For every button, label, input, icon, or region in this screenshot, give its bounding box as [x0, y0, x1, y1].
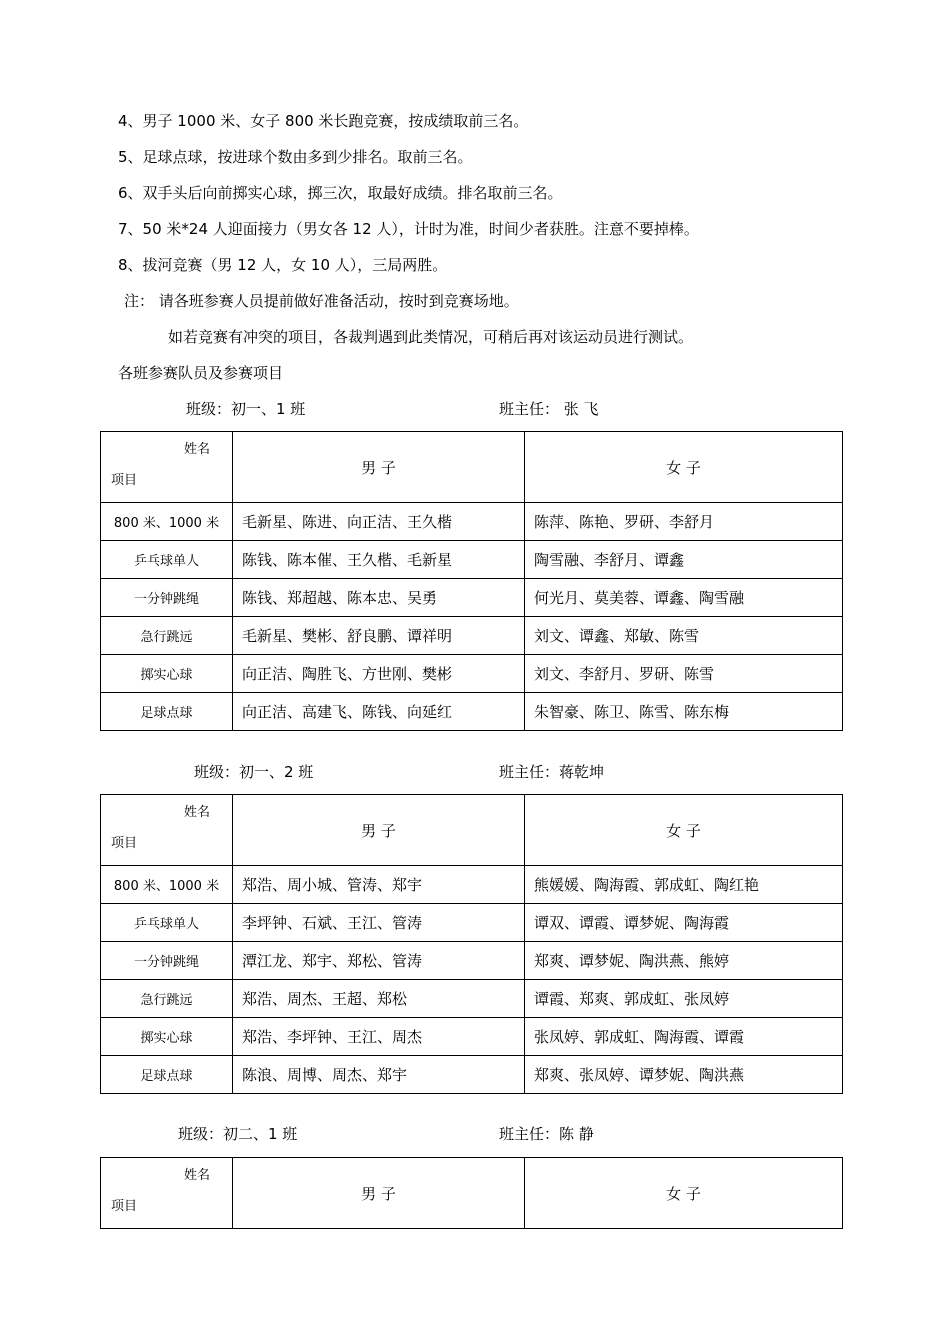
male-names-cell: 毛新星、陈进、向正洁、王久楷 [233, 503, 525, 541]
male-names-cell: 郑浩、周杰、王超、郑松 [233, 980, 525, 1018]
female-names-cell: 郑爽、张凤婷、谭梦妮、陶洪燕 [525, 1056, 843, 1094]
male-names-cell: 向正洁、陶胜飞、方世刚、樊彬 [233, 655, 525, 693]
male-names-cell: 毛新星、樊彬、舒良鹏、谭祥明 [233, 617, 525, 655]
roster-table-class-2 [100, 794, 843, 1094]
table-row [101, 904, 843, 942]
table-row [101, 503, 843, 541]
female-names-cell: 熊媛媛、陶海霞、郭成虹、陶红艳 [525, 866, 843, 904]
teacher-label: 班主任：陈 静 [499, 1125, 594, 1143]
event-cell: 一分钟跳绳 [101, 579, 233, 617]
roster-table-class-3 [100, 1157, 843, 1229]
name-label: 姓名 [183, 1168, 210, 1183]
event-cell: 800 米、1000 米 [101, 503, 233, 541]
male-names-cell: 郑浩、周小城、管涛、郑宇 [233, 866, 525, 904]
table-row [101, 693, 843, 731]
event-cell: 急行跳远 [101, 617, 233, 655]
female-header: 女 子 [525, 1158, 843, 1229]
male-names-cell: 陈钱、陈本催、王久楷、毛新星 [233, 541, 525, 579]
item-label: 项目 [111, 473, 138, 488]
female-names-cell: 谭双、谭霞、谭梦妮、陶海霞 [525, 904, 843, 942]
teacher-label: 班主任： 张 飞 [499, 400, 599, 418]
section-title: 各班参赛队员及参赛项目 [118, 364, 284, 382]
female-names-cell: 谭霞、郑爽、郭成虹、张凤婷 [525, 980, 843, 1018]
male-names-cell: 郑浩、李坪钟、王江、周杰 [233, 1018, 525, 1056]
event-cell: 掷实心球 [101, 1018, 233, 1056]
name-label: 姓名 [183, 442, 210, 457]
female-names-cell: 朱智豪、陈卫、陈雪、陈东梅 [525, 693, 843, 731]
rule-4: 4、男子 1000 米、女子 800 米长跑竞赛，按成绩取前三名。 [118, 112, 529, 130]
rule-8: 8、拔河竞赛（男 12 人，女 10 人），三局两胜。 [118, 256, 448, 274]
name-label: 姓名 [183, 805, 210, 820]
table-header-row [101, 795, 843, 866]
diagonal-header-cell [101, 432, 233, 503]
note-2: 如若竞赛有冲突的项目，各裁判遇到此类情况，可稍后再对该运动员进行测试。 [168, 328, 694, 346]
table-row [101, 579, 843, 617]
teacher-label: 班主任：蒋乾坤 [499, 763, 605, 781]
table-row [101, 866, 843, 904]
rule-6: 6、双手头后向前掷实心球，掷三次，取最好成绩。排名取前三名。 [118, 184, 563, 202]
event-cell: 急行跳远 [101, 980, 233, 1018]
class-label: 班级：初一、1 班 [186, 400, 306, 418]
female-names-cell: 张凤婷、郭成虹、陶海霞、谭霞 [525, 1018, 843, 1056]
male-names-cell: 陈钱、郑超越、陈本忠、吴勇 [233, 579, 525, 617]
male-header: 男 子 [233, 1158, 525, 1229]
female-names-cell: 陶雪融、李舒月、谭鑫 [525, 541, 843, 579]
event-cell: 800 米、1000 米 [101, 866, 233, 904]
table-row [101, 942, 843, 980]
female-names-cell: 何光月、莫美蓉、谭鑫、陶雪融 [525, 579, 843, 617]
table-row [101, 541, 843, 579]
event-cell: 乒乓球单人 [101, 541, 233, 579]
rule-5: 5、足球点球，按进球个数由多到少排名。取前三名。 [118, 148, 473, 166]
female-names-cell: 陈萍、陈艳、罗研、李舒月 [525, 503, 843, 541]
table-row [101, 1056, 843, 1094]
item-label: 项目 [111, 836, 138, 851]
female-header: 女 子 [525, 795, 843, 866]
diagonal-header-cell [101, 1158, 233, 1229]
table-header-row [101, 1158, 843, 1229]
event-cell: 足球点球 [101, 1056, 233, 1094]
male-header: 男 子 [233, 432, 525, 503]
note-1: 注： 请各班参赛人员提前做好准备活动，按时到竞赛场地。 [124, 292, 519, 310]
table-row [101, 617, 843, 655]
table-row [101, 655, 843, 693]
female-names-cell: 刘文、谭鑫、郑敏、陈雪 [525, 617, 843, 655]
class-label: 班级：初二、1 班 [178, 1125, 298, 1143]
female-header: 女 子 [525, 432, 843, 503]
table-row [101, 980, 843, 1018]
female-names-cell: 刘文、李舒月、罗研、陈雪 [525, 655, 843, 693]
diagonal-header-cell [101, 795, 233, 866]
male-names-cell: 李坪钟、石斌、王江、管涛 [233, 904, 525, 942]
male-names-cell: 向正洁、高建飞、陈钱、向延红 [233, 693, 525, 731]
rule-7: 7、50 米*24 人迎面接力（男女各 12 人），计时为准，时间少者获胜。注意不要掉棒。 [118, 220, 699, 238]
class-label: 班级：初一、2 班 [194, 763, 314, 781]
event-cell: 乒乓球单人 [101, 904, 233, 942]
event-cell: 足球点球 [101, 693, 233, 731]
item-label: 项目 [111, 1199, 138, 1214]
male-header: 男 子 [233, 795, 525, 866]
female-names-cell: 郑爽、谭梦妮、陶洪燕、熊婷 [525, 942, 843, 980]
event-cell: 掷实心球 [101, 655, 233, 693]
event-cell: 一分钟跳绳 [101, 942, 233, 980]
table-header-row [101, 432, 843, 503]
male-names-cell: 陈浪、周博、周杰、郑宇 [233, 1056, 525, 1094]
male-names-cell: 潭江龙、郑宇、郑松、管涛 [233, 942, 525, 980]
table-row [101, 1018, 843, 1056]
roster-table-class-1 [100, 431, 843, 731]
